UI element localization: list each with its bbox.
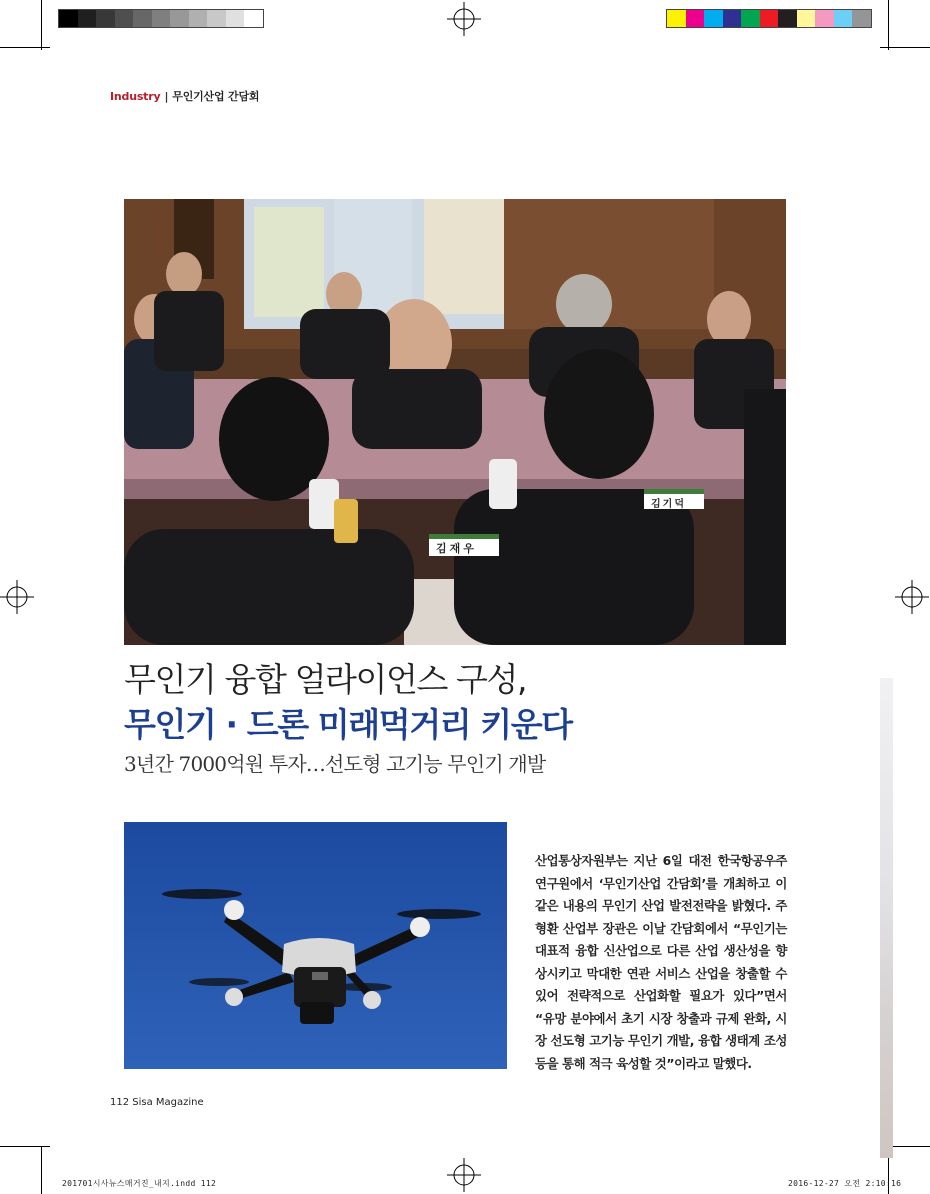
calibration-swatch (834, 10, 853, 27)
crop-mark (41, 1146, 42, 1194)
foreground-attendee (454, 489, 694, 645)
calibration-swatch (189, 10, 208, 27)
calibration-swatch (115, 10, 134, 27)
grayscale-calibration-bar (58, 9, 264, 28)
calibration-swatch (133, 10, 152, 27)
calibration-swatch (704, 10, 723, 27)
calibration-swatch (207, 10, 226, 27)
registration-mark-right (895, 580, 929, 614)
slug-file-name: 201701시사뉴스매거진_내지.indd 112 (62, 1179, 217, 1188)
calibration-swatch (741, 10, 760, 27)
headline-line-2: 무인기 · 드론 미래먹거리 키운다 (124, 705, 572, 744)
section-label: Industry (110, 90, 161, 103)
calibration-swatch (244, 10, 263, 27)
calibration-swatch (226, 10, 245, 27)
article-body: 산업통상자원부는 지난 6일 대전 한국항공우주연구원에서 ‘무인기산업 간담회’를 개최하고 이 같은 내용의 무인기 산업 발전전략을 밝혔다. 주형환 산업부 장관은 이날 간담회에서 “무인기는 대표적 융합 신산업으로 다른 산업 생산성을 향상시키고 막대한 연관 서비스 산업을 창출할 수 있어 전략적으로 산업화할 필요가 있다”면서 “유망 분야에서 초기 시장 창출과 규제 완화, 시장 선도형 고기능 무인기 개발, 융합 생태계 조성 등을 통해 적극 육성할 것”이라고 말했다. (535, 853, 787, 1071)
headline-line-1: 무인기 융합 얼라이언스 구성, (124, 660, 527, 699)
calibration-swatch (686, 10, 705, 27)
calibration-swatch (815, 10, 834, 27)
calibration-swatch (96, 10, 115, 27)
calibration-swatch (852, 10, 871, 27)
crop-mark (0, 1146, 50, 1147)
calibration-swatch (778, 10, 797, 27)
calibration-swatch (797, 10, 816, 27)
topic-label: 무인기산업 간담회 (172, 90, 260, 103)
running-head-separator: | (164, 90, 169, 103)
deck-subtitle: 3년간 7000억원 투자…선도형 고기능 무인기 개발 (124, 752, 546, 776)
registration-mark-left (0, 580, 34, 614)
page-folio: 112 Sisa Magazine (110, 1097, 204, 1108)
drone-photo (124, 822, 507, 1069)
crop-mark (888, 0, 889, 50)
meeting-photo (124, 199, 786, 645)
calibration-swatch (760, 10, 779, 27)
calibration-swatch (170, 10, 189, 27)
registration-mark-bottom (447, 1158, 481, 1192)
crop-mark (41, 0, 42, 50)
name-plate: 김기덕 (651, 499, 686, 510)
name-plate: 김재우 (436, 542, 477, 555)
calibration-swatch (59, 10, 78, 27)
edge-decoration (880, 678, 893, 1158)
calibration-swatch (723, 10, 742, 27)
calibration-swatch (78, 10, 97, 27)
color-calibration-bar (666, 9, 872, 28)
slug-timestamp: 2016-12-27 오전 2:10:16 (788, 1179, 902, 1188)
running-head (110, 88, 259, 104)
calibration-swatch (667, 10, 686, 27)
registration-mark-top (447, 2, 481, 36)
calibration-swatch (152, 10, 171, 27)
crop-mark (0, 47, 50, 48)
